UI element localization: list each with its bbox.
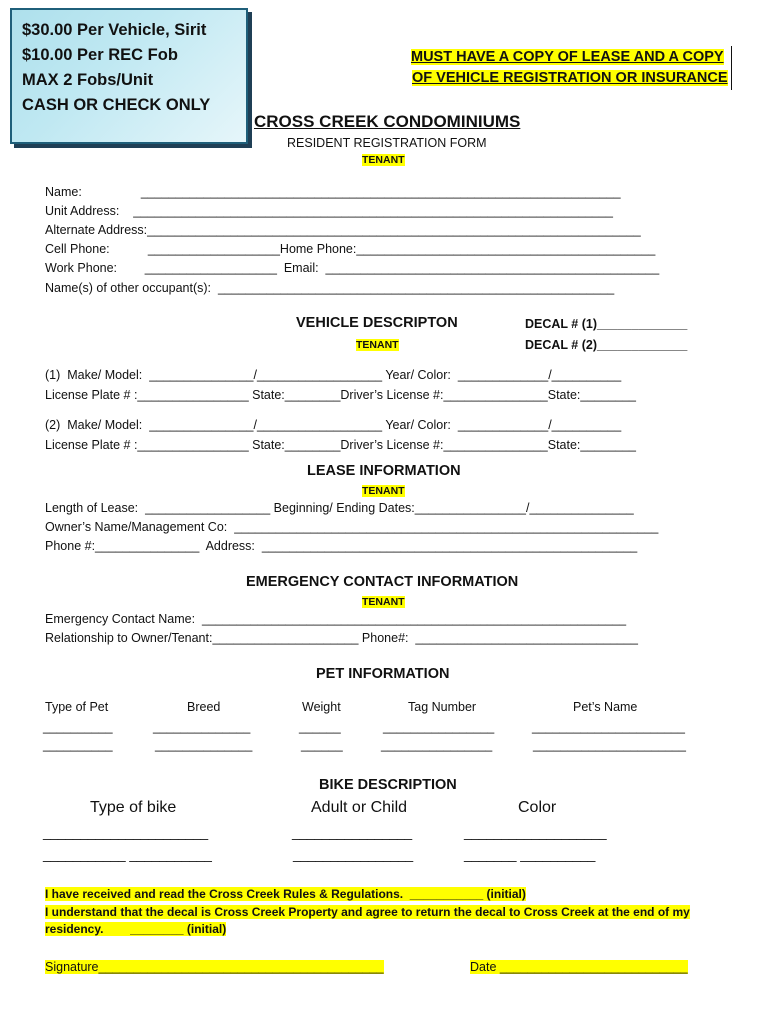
vehicle-2-make-field[interactable]: (2) Make/ Model: _______________/__________________ Year/ Color: _____________/__________ <box>45 418 622 432</box>
vehicle-heading: VEHICLE DESCRIPTON <box>296 315 458 331</box>
bike-color-field[interactable]: ___________________ <box>464 825 607 840</box>
pet-weight-field[interactable]: ______ <box>301 738 343 752</box>
occupants-field[interactable]: Name(s) of other occupant(s): _________________________________________________________ <box>45 281 615 295</box>
pet-breed-field[interactable]: ______________ <box>155 738 253 752</box>
pet-col-breed: Breed <box>187 700 221 714</box>
phone-fields[interactable]: Cell Phone: ___________________Home Phone:___________________________________________ <box>45 242 656 256</box>
bike-type-field[interactable]: ______________________ <box>43 825 209 840</box>
notice-line-2: OF VEHICLE REGISTRATION OR INSURANCE <box>412 70 728 86</box>
decal-1-field[interactable]: DECAL # (1)_____________ <box>525 317 688 331</box>
work-email-fields[interactable]: Work Phone: ___________________ Email: ________________________________________________ <box>45 261 660 275</box>
decal-acknowledgement: I understand that the decal is Cross Creek Property and agree to return the decal to Cross Creek at the end of my <box>45 905 690 919</box>
pet-col-weight: Weight <box>302 700 341 714</box>
vehicle-2-plate-field[interactable]: License Plate # :________________ State:________Driver’s License #:_______________State:________ <box>45 438 637 452</box>
pet-type-field[interactable]: __________ <box>43 738 113 752</box>
decal-2-field[interactable]: DECAL # (2)_____________ <box>525 338 688 352</box>
bike-age-field[interactable]: ________________ <box>293 847 414 862</box>
fee-line: CASH OR CHECK ONLY <box>22 96 211 114</box>
pet-col-tag: Tag Number <box>408 700 477 714</box>
vehicle-1-make-field[interactable]: (1) Make/ Model: _______________/__________________ Year/ Color: _____________/__________ <box>45 368 622 382</box>
rules-acknowledgement[interactable]: I have received and read the Cross Creek Rules & Regulations. ___________ (initial) <box>45 887 526 901</box>
name-field[interactable]: Name: _____________________________________________________________________ <box>45 185 621 199</box>
fee-line: $30.00 Per Vehicle, Sirit <box>22 21 207 39</box>
pet-tag-field[interactable]: ________________ <box>383 720 495 734</box>
pet-type-field[interactable]: __________ <box>43 720 113 734</box>
vehicle-1-plate-field[interactable]: License Plate # :________________ State:________Driver’s License #:_______________State:________ <box>45 388 637 402</box>
fee-line: $10.00 Per REC Fob <box>22 46 178 64</box>
bike-col-type: Type of bike <box>90 799 177 816</box>
bike-heading: BIKE DESCRIPTION <box>319 777 457 793</box>
pet-weight-field[interactable]: ______ <box>299 720 341 734</box>
lease-length-field[interactable]: Length of Lease: __________________ Beginning/ Ending Dates:________________/_______________ <box>45 501 634 515</box>
lease-heading: LEASE INFORMATION <box>307 463 461 479</box>
pet-name-field[interactable]: ______________________ <box>533 738 686 752</box>
alternate-address-field[interactable]: Alternate Address:_______________________________________________________________________ <box>45 223 641 237</box>
date-field[interactable]: Date ___________________________ <box>470 960 688 974</box>
bike-col-age: Adult or Child <box>311 799 408 816</box>
divider <box>731 46 732 90</box>
pet-heading: PET INFORMATION <box>316 666 450 682</box>
unit-address-field[interactable]: Unit Address: _____________________________________________________________________ <box>45 204 613 218</box>
page-subtitle: RESIDENT REGISTRATION FORM <box>287 136 487 150</box>
emergency-heading: EMERGENCY CONTACT INFORMATION <box>246 574 519 590</box>
pet-col-type: Type of Pet <box>45 700 109 714</box>
owner-field[interactable]: Owner’s Name/Management Co: _____________________________________________________________ <box>45 520 659 534</box>
tenant-tag: TENANT <box>362 485 405 497</box>
bike-col-color: Color <box>518 799 557 816</box>
pet-name-field[interactable]: ______________________ <box>532 720 685 734</box>
fee-line: MAX 2 Fobs/Unit <box>22 71 154 89</box>
decal-initial-field[interactable]: residency. ________ (initial) <box>45 922 227 936</box>
bike-age-field[interactable]: ________________ <box>292 825 413 840</box>
bike-color-field[interactable]: _______ __________ <box>464 847 596 862</box>
bike-type-field[interactable]: ___________ ___________ <box>43 847 212 862</box>
notice-line-1: MUST HAVE A COPY OF LEASE AND A COPY <box>411 49 724 65</box>
tenant-tag: TENANT <box>356 339 399 351</box>
owner-phone-address-field[interactable]: Phone #:_______________ Address: ______________________________________________________ <box>45 539 638 553</box>
signature-field[interactable]: Signature_________________________________________ <box>45 960 384 974</box>
emergency-relationship-field[interactable]: Relationship to Owner/Tenant:_____________________ Phone#: ________________________________ <box>45 631 638 645</box>
pet-tag-field[interactable]: ________________ <box>381 738 493 752</box>
page-title: CROSS CREEK CONDOMINIUMS <box>254 112 521 131</box>
tenant-tag: TENANT <box>362 596 405 608</box>
pet-breed-field[interactable]: ______________ <box>153 720 251 734</box>
pet-col-name: Pet’s Name <box>573 700 638 714</box>
emergency-name-field[interactable]: Emergency Contact Name: _____________________________________________________________ <box>45 612 627 626</box>
tenant-tag: TENANT <box>362 154 405 166</box>
fee-info-box <box>10 8 248 144</box>
